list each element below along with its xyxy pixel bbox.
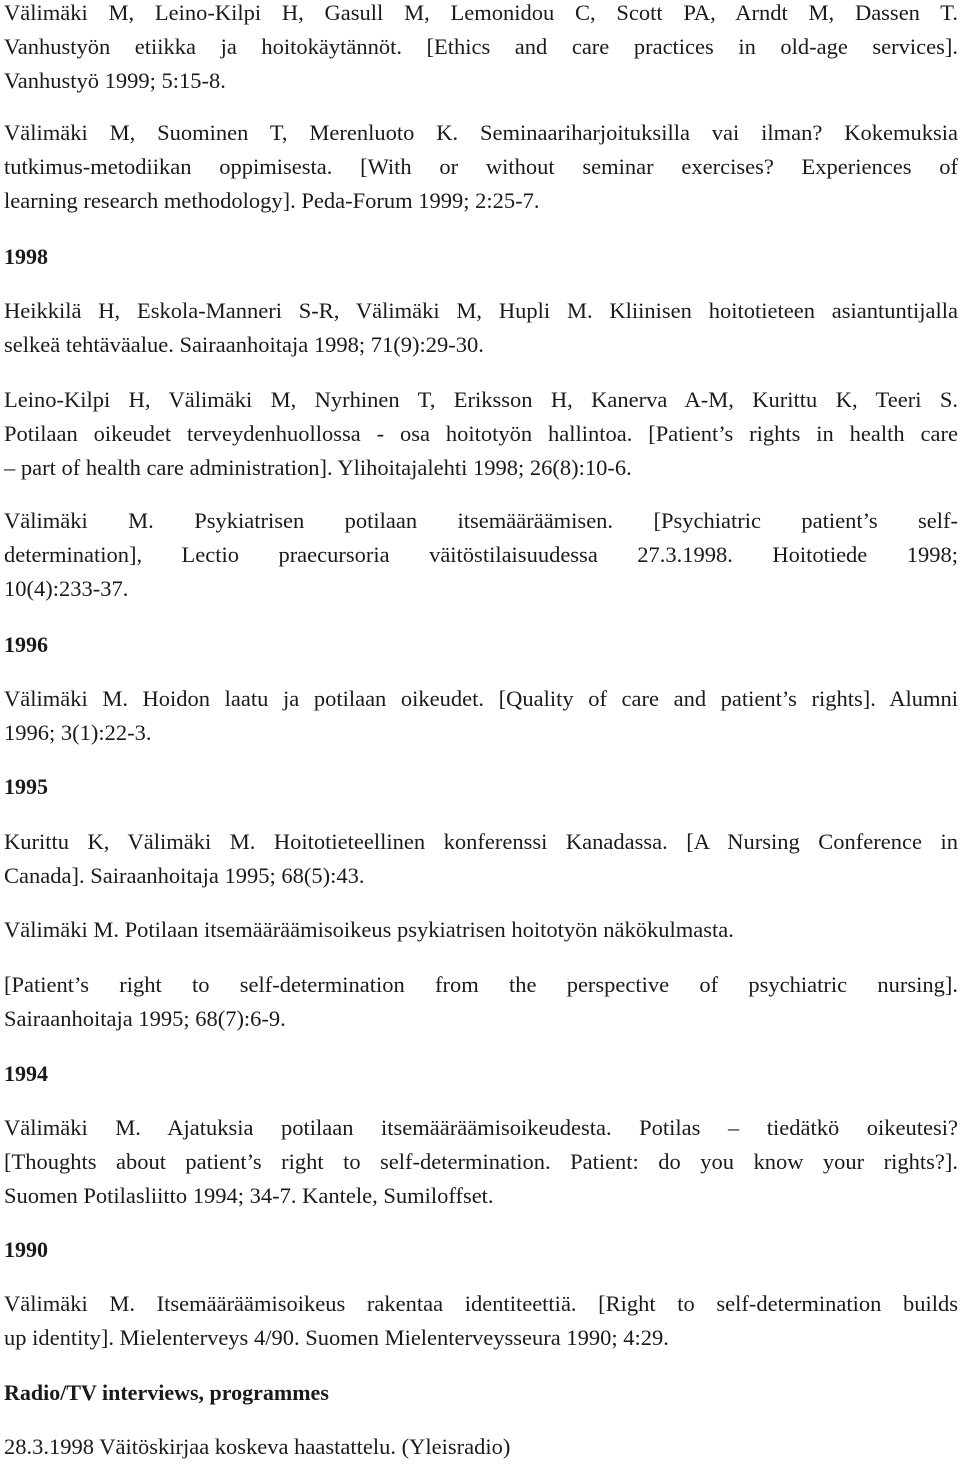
reference-line: 1996; 3(1):22-3. bbox=[4, 720, 152, 746]
reference-entry bbox=[4, 968, 958, 1036]
reference-entry bbox=[4, 504, 958, 607]
reference-line: Canada]. Sairaanhoitaja 1995; 68(5):43. bbox=[4, 863, 365, 889]
reference-line: Välimäki M. Potilaan itsemääräämisoikeus psykiatrisen hoitotyön näkökulmasta. bbox=[4, 917, 734, 942]
reference-line: determination], Lectio praecursoria väitöstilaisuudessa 27.3.1998. Hoitotiede 1998; bbox=[4, 542, 958, 568]
reference-entry bbox=[4, 913, 958, 947]
year-heading: 1990 bbox=[4, 1237, 48, 1262]
reference-line: Vanhustyön etiikka ja hoitokäytännöt. [Ethics and care practices in old-age services]. bbox=[4, 34, 958, 60]
reference-line: Leino-Kilpi H, Välimäki M, Nyrhinen T, Eriksson H, Kanerva A-M, Kurittu K, Teeri S. bbox=[4, 387, 958, 412]
reference-line: Suomen Potilasliitto 1994; 34-7. Kantele, Sumiloffset. bbox=[4, 1183, 494, 1209]
reference-line: up identity]. Mielenterveys 4/90. Suomen Mielenterveysseura 1990; 4:29. bbox=[4, 1325, 669, 1351]
reference-entry bbox=[4, 825, 958, 893]
reference-line: – part of health care administration]. Ylihoitajalehti 1998; 26(8):10-6. bbox=[4, 455, 632, 481]
reference-line: Välimäki M. Psykiatrisen potilaan itsemääräämisen. [Psychiatric patient’s self- bbox=[4, 508, 958, 533]
year-heading: 1998 bbox=[4, 244, 48, 269]
reference-line: Heikkilä H, Eskola-Manneri S-R, Välimäki M, Hupli M. Kliinisen hoitotieteen asiantuntijalla bbox=[4, 298, 958, 323]
reference-entry bbox=[4, 116, 958, 219]
reference-line: Välimäki M, Suominen T, Merenluoto K. Seminaariharjoituksilla vai ilman? Kokemuksia bbox=[4, 120, 958, 145]
reference-line: tutkimus-metodiikan oppimisesta. [With or without seminar exercises? Experiences of bbox=[4, 154, 958, 180]
reference-entry bbox=[4, 1287, 958, 1355]
reference-line: Välimäki M. Ajatuksia potilaan itsemääräämisoikeudesta. Potilas – tiedätkö oikeutesi? bbox=[4, 1115, 958, 1140]
year-heading: 1994 bbox=[4, 1061, 48, 1086]
reference-entry bbox=[4, 682, 958, 750]
reference-line: 28.3.1998 Väitöskirjaa koskeva haastattelu. (Yleisradio) bbox=[4, 1434, 511, 1459]
reference-line: Vanhustyö 1999; 5:15-8. bbox=[4, 68, 226, 94]
year-heading: 1995 bbox=[4, 774, 48, 799]
reference-line: Välimäki M. Itsemääräämisoikeus rakentaa identiteettiä. [Right to self-determination builds bbox=[4, 1291, 958, 1316]
section-heading: Radio/TV interviews, programmes bbox=[4, 1380, 329, 1405]
reference-entry bbox=[4, 0, 958, 99]
reference-entry bbox=[4, 1111, 958, 1214]
reference-line: [Patient’s right to self-determination from the perspective of psychiatric nursing]. bbox=[4, 972, 958, 997]
reference-entry bbox=[4, 294, 958, 362]
reference-line: [Thoughts about patient’s right to self-determination. Patient: do you know your rights?]. bbox=[4, 1149, 958, 1175]
reference-entry bbox=[4, 383, 958, 486]
reference-line: Välimäki M. Hoidon laatu ja potilaan oikeudet. [Quality of care and patient’s rights]. Alumni bbox=[4, 686, 958, 711]
reference-line: selkeä tehtäväalue. Sairaanhoitaja 1998; 71(9):29-30. bbox=[4, 332, 484, 358]
reference-line: learning research methodology]. Peda-Forum 1999; 2:25-7. bbox=[4, 188, 540, 214]
reference-line: Välimäki M, Leino-Kilpi H, Gasull M, Lemonidou C, Scott PA, Arndt M, Dassen T. bbox=[4, 0, 958, 25]
reference-entry bbox=[4, 1430, 958, 1464]
reference-line: Sairaanhoitaja 1995; 68(7):6-9. bbox=[4, 1006, 286, 1032]
reference-line: Potilaan oikeudet terveydenhuollossa - osa hoitotyön hallintoa. [Patient’s rights in health care bbox=[4, 421, 958, 447]
year-heading: 1996 bbox=[4, 632, 48, 657]
reference-line: 10(4):233-37. bbox=[4, 576, 129, 602]
reference-line: Kurittu K, Välimäki M. Hoitotieteellinen konferenssi Kanadassa. [A Nursing Conference in bbox=[4, 829, 958, 854]
